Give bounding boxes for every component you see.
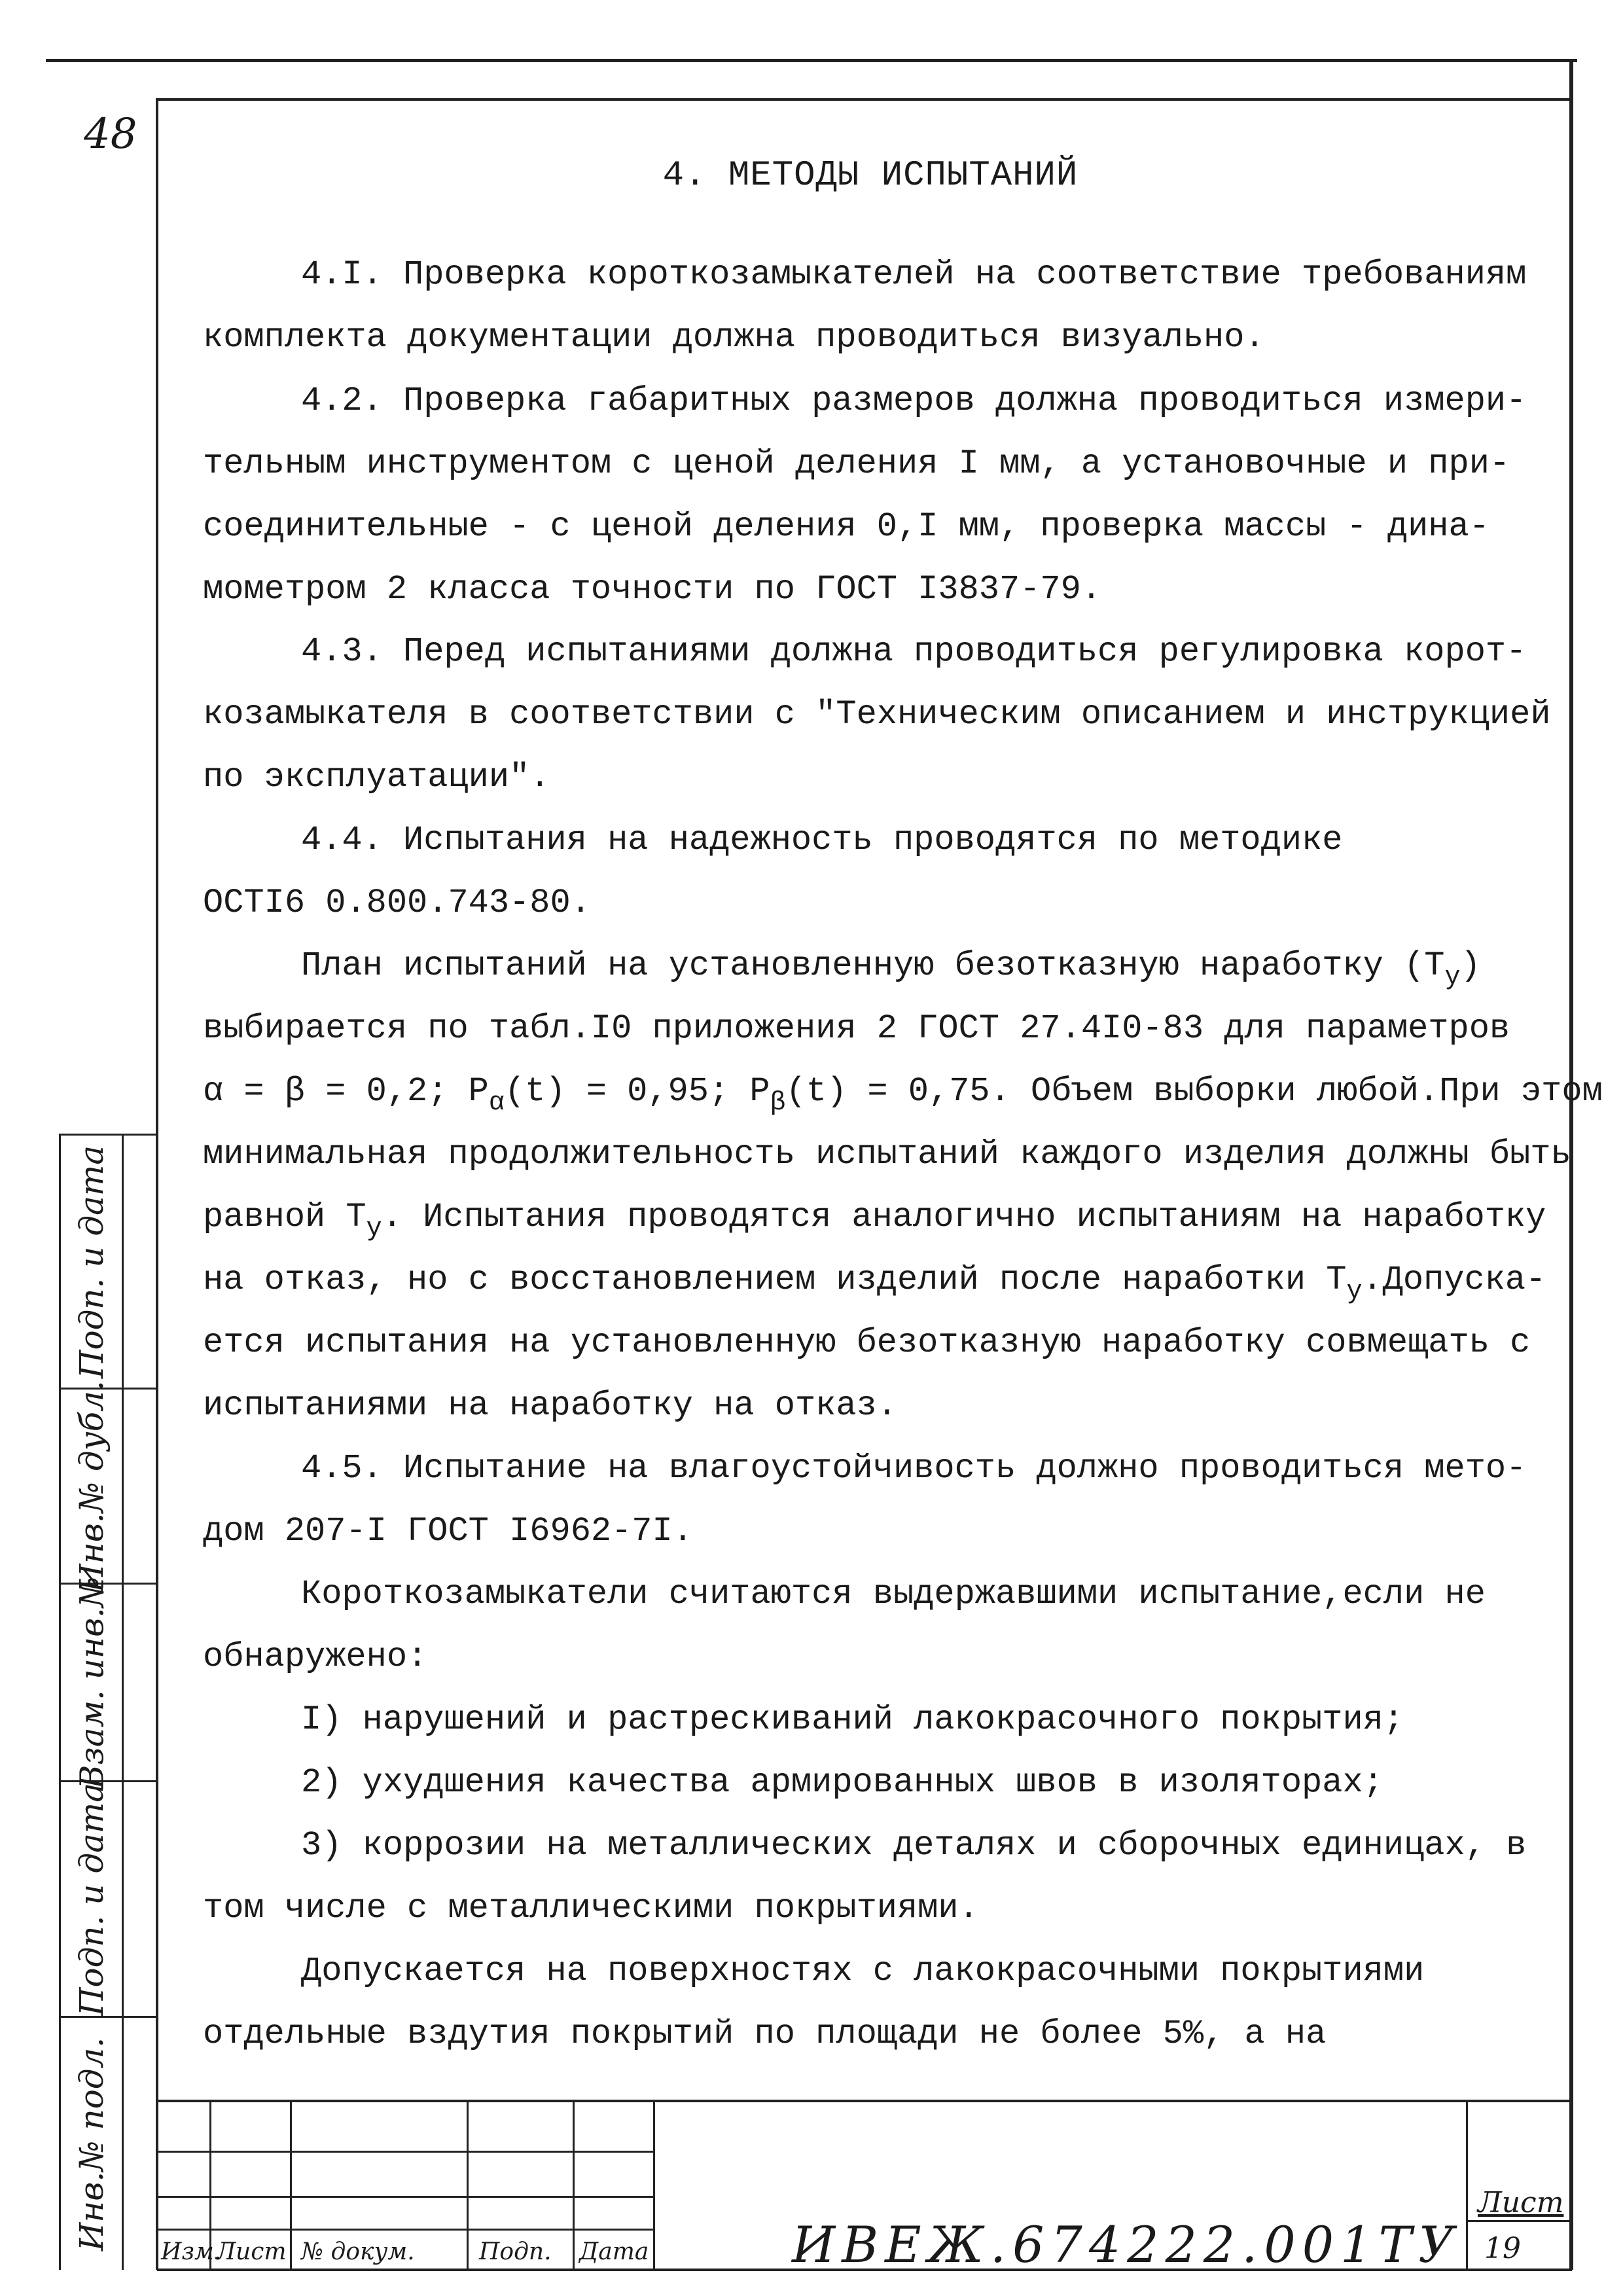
text-line: тельным инструментом с ценой деления I мм, а установочные и при- — [203, 444, 1510, 483]
col-label-data: Дата — [579, 2238, 649, 2265]
title-block-row — [157, 2229, 654, 2231]
text-segment: (t) = 0,75. Объем выборки любой.При этом — [785, 1072, 1603, 1111]
text-segment: План испытаний на установленную безотказную наработку (Т — [301, 946, 1445, 985]
text-line: I) нарушений и растрескиваний лакокрасочного покрытия; — [301, 1700, 1404, 1739]
title-block-col — [290, 2100, 292, 2270]
text-line: 4.5. Испытание на влагоустойчивость должно проводиться мето- — [301, 1449, 1527, 1488]
text-line: 4.I. Проверка короткозамыкателей на соответствие требованиям — [301, 255, 1527, 294]
subscript-alpha: α — [488, 1088, 505, 1118]
title-block-row — [157, 2196, 654, 2198]
text-line: Допускается на поверхностях с лакокрасочными покрытиями — [301, 1952, 1425, 1990]
title-block-top-line — [157, 2100, 1572, 2102]
sheet-label: Лист — [1478, 2186, 1564, 2219]
sidebar-label: Подп. и дата — [73, 1782, 111, 2016]
text-line: дом 207-I ГОСТ I6962-7I. — [203, 1512, 693, 1551]
text-line: 4.3. Перед испытаниями должна проводиться регулировка корот- — [301, 632, 1527, 671]
text-segment: .Допуска- — [1362, 1261, 1546, 1299]
text-segment: ) — [1460, 946, 1481, 985]
col-label-doc: № докум. — [301, 2238, 415, 2265]
col-label-izm: Изм. — [161, 2238, 222, 2265]
text-segment: равной Т — [203, 1198, 366, 1236]
subscript-beta: β — [770, 1088, 786, 1118]
sidebar-label: Взам. инв.№ — [73, 1576, 111, 1789]
col-label-podp: Подп. — [479, 2238, 552, 2265]
text-line: ется испытания на установленную безотказную наработку совмещать с — [203, 1323, 1531, 1362]
text-line: обнаружено: — [203, 1638, 428, 1676]
page-number: 48 — [84, 110, 137, 158]
text-line: 2) ухудшения качества армированных швов в изоляторах; — [301, 1763, 1383, 1802]
section-title: 4. МЕТОДЫ ИСПЫТАНИЙ — [662, 156, 1079, 196]
text-line: 3) коррозии на металлических деталях и сборочных единицах, в — [301, 1826, 1527, 1865]
text-line: испытаниями на наработку на отказ. — [203, 1386, 897, 1425]
text-line: комплекта документации должна проводиться визуально. — [203, 318, 1265, 357]
sidebar-cell — [60, 1576, 123, 1789]
body-text — [203, 0, 1603, 2296]
text-segment: α = β = 0,2; Р — [203, 1072, 489, 1111]
sidebar-cell — [60, 1380, 123, 1592]
title-block-col — [467, 2100, 469, 2270]
text-line: мометром 2 класса точности по ГОСТ I3837-79. — [203, 570, 1102, 609]
text-line: козамыкателя в соответствии с "Техническим описанием и инструкцией — [203, 695, 1551, 734]
title-block-col — [573, 2100, 575, 2270]
subscript-y: у — [1444, 963, 1461, 992]
text-line: минимальная продолжительность испытаний каждого изделия должны быть — [203, 1135, 1571, 1174]
title-block-row — [157, 2151, 654, 2153]
sidebar-label: Подп. и дата — [73, 1145, 111, 1378]
sidebar-cell — [60, 2018, 123, 2270]
sidebar-cell — [60, 1136, 123, 1388]
text-segment: (t) = 0,95; Р — [504, 1072, 770, 1111]
subscript-y: у — [1346, 1277, 1363, 1306]
sheet-box-divider — [1466, 2220, 1571, 2222]
text-line: по эксплуатации". — [203, 758, 550, 797]
title-block-col — [653, 2100, 655, 2270]
subscript-y: у — [366, 1214, 382, 1244]
sidebar-cell — [60, 1782, 123, 2016]
text-line: ОСТI6 0.800.743-80. — [203, 884, 591, 922]
sidebar-label: Инв.№ дубл. — [73, 1380, 111, 1592]
text-line: выбирается по табл.I0 приложения 2 ГОСТ 27.4I0-83 для параметров — [203, 1009, 1510, 1048]
frame-left — [156, 98, 158, 2270]
text-segment: . Испытания проводятся аналогично испытаниям на наработку — [382, 1198, 1546, 1236]
text-line: 4.4. Испытания на надежность проводятся по методике — [301, 821, 1343, 859]
document-code: ИВЕЖ.674222.001ТУ — [792, 2215, 1461, 2274]
sidebar-label: Инв.№ подл. — [73, 2037, 111, 2251]
col-label-list: Лист — [216, 2238, 287, 2265]
sheet-box-line — [1466, 2100, 1468, 2270]
text-line: соединительные - с ценой деления 0,I мм, проверка массы - дина- — [203, 507, 1489, 546]
text-line: Короткозамыкатели считаются выдержавшими испытание,если не — [301, 1575, 1486, 1613]
text-line: 4.2. Проверка габаритных размеров должна проводиться измери- — [301, 382, 1527, 420]
text-line: отдельные вздутия покрытий по площади не более 5%, а на — [203, 2015, 1327, 2053]
text-segment: на отказ, но с восстановлением изделий после наработки Т — [203, 1261, 1347, 1299]
text-line: том числе с металлическими покрытиями. — [203, 1889, 979, 1928]
sheet-number: 19 — [1484, 2232, 1521, 2265]
